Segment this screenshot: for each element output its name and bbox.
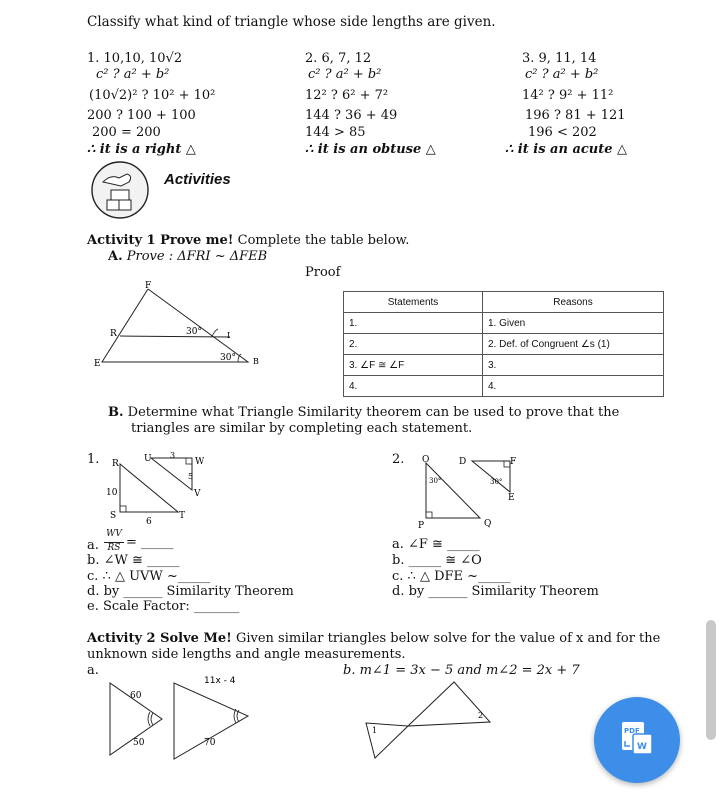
problem2-d-pre[interactable]: d. by ______: [392, 584, 468, 599]
example-sides: 2. 6, 7, 12: [305, 51, 372, 66]
label-o: O: [422, 455, 430, 465]
part-b-text-1: Determine what Triangle Similarity theorem can be used to prove that the: [127, 405, 620, 420]
length-wv: 5: [188, 472, 194, 481]
problem1-item-b[interactable]: b. ∠W ≅ _____: [87, 553, 180, 568]
problem1-item-a-label: a.: [87, 538, 99, 553]
statement-cell[interactable]: 2.: [344, 334, 483, 355]
problem1-item-d: [87, 584, 294, 599]
length-uw: 3: [170, 451, 176, 460]
problem2-item-a[interactable]: a. ∠F ≅ _____: [392, 537, 480, 552]
reason-cell[interactable]: 1. Given: [483, 313, 664, 334]
label-p: P: [418, 521, 425, 531]
side-50: 50: [133, 738, 145, 748]
label-t: T: [179, 511, 186, 521]
label-b: B: [253, 357, 259, 366]
angle-1: 1: [372, 726, 378, 735]
reason-cell[interactable]: 3.: [483, 355, 664, 376]
header-statements: Statements: [344, 292, 483, 313]
label-v: V: [194, 489, 201, 499]
angle-o: 30°: [429, 477, 442, 485]
proof-table: [343, 291, 664, 397]
problem2-item-b[interactable]: b. _____ ≅ ∠O: [392, 553, 482, 568]
reason-cell[interactable]: 2. Def. of Congruent ∠s (1): [483, 334, 664, 355]
example-substitution: (10√2)² ? 10² + 10²: [89, 88, 216, 103]
problem2-d-post: Similarity Theorem: [471, 584, 599, 599]
problem1-figure: [104, 450, 204, 528]
prove-statement: [108, 249, 267, 264]
statement-cell[interactable]: 4.: [344, 376, 483, 397]
example-sides: 3. 9, 11, 14: [522, 51, 597, 66]
pdf-to-word-button[interactable]: [594, 697, 680, 783]
problem2-figure: [412, 448, 522, 532]
word-label: W: [637, 742, 647, 752]
example-step: 144 ? 36 + 49: [305, 108, 398, 123]
activity2-b-label: b. m∠1 = 3x − 5 and m∠2 = 2x + 7: [343, 663, 580, 678]
label-e: E: [94, 359, 101, 369]
example-formula: c² ? a² + b²: [96, 67, 170, 82]
part-b-text-2: triangles are similar by completing each statement.: [131, 421, 473, 436]
problem1-item-c[interactable]: c. ∴ △ UVW ~_____: [87, 569, 211, 584]
example-conclusion: ∴ it is an acute △: [505, 142, 628, 157]
problem1-number: 1.: [87, 452, 100, 467]
problem1-item-a-blank[interactable]: = _____: [126, 535, 174, 550]
example-formula: c² ? a² + b²: [308, 67, 382, 82]
table-row: [344, 313, 664, 334]
example-sides: 1. 10,10, 10√2: [87, 51, 183, 66]
table-row: [344, 334, 664, 355]
header-reasons: Reasons: [483, 292, 664, 313]
proof-label: Proof: [305, 265, 341, 280]
length-rs: 10: [106, 488, 118, 498]
example-substitution: 14² ? 9² + 11²: [522, 88, 614, 103]
label-q: Q: [484, 519, 492, 529]
label-i: I: [227, 331, 231, 340]
side-60: 60: [130, 691, 142, 701]
part-b-label: B.: [108, 405, 124, 420]
activities-icon: [89, 160, 151, 220]
activity1-heading: [87, 233, 409, 248]
activity1-instruction: Complete the table below.: [237, 233, 410, 248]
label-f: F: [145, 281, 152, 291]
example-step: 200 ? 100 + 100: [87, 108, 196, 123]
activity2-figure-b: [360, 672, 510, 772]
problem1-d-pre[interactable]: d. by ______: [87, 584, 163, 599]
example-result: 200 = 200: [92, 125, 161, 140]
label-f: F: [510, 457, 517, 467]
example-result: 196 < 202: [528, 125, 597, 140]
label-r: R: [112, 459, 119, 469]
prove-text: Prove : ΔFRI ~ ΔFEB: [126, 249, 268, 264]
pdf-label: PDF: [624, 727, 640, 735]
table-row: [344, 376, 664, 397]
table-row: [344, 355, 664, 376]
activity2-title: Activity 2 Solve Me!: [87, 631, 232, 646]
angle-label-1: 30°: [186, 327, 202, 337]
angle-label-2: 30°: [220, 353, 236, 363]
part-b-line1: [108, 405, 619, 420]
fraction-denominator: RS: [107, 543, 121, 553]
activity2-text-1: Given similar triangles below solve for the value of x and for the: [235, 631, 661, 646]
problem2-item-d: [392, 584, 599, 599]
example-substitution: 12² ? 6² + 7²: [305, 88, 389, 103]
example-formula: c² ? a² + b²: [525, 67, 599, 82]
activity2-heading: [87, 631, 660, 646]
length-st: 6: [146, 517, 152, 527]
label-d: D: [459, 457, 467, 467]
example-result: 144 > 85: [305, 125, 366, 140]
label-r: R: [110, 329, 117, 339]
scrollbar-thumb[interactable]: [706, 620, 716, 740]
instruction-text: Classify what kind of triangle whose side lengths are given.: [87, 14, 496, 30]
example-conclusion: ∴ it is a right △: [87, 142, 196, 157]
activity2-text-2: unknown side lengths and angle measurements.: [87, 647, 406, 662]
example-step: 196 ? 81 + 121: [525, 108, 626, 123]
table-header-row: [344, 292, 664, 313]
triangle-fri-feb-figure: [90, 280, 270, 375]
angle-e: 30°: [490, 478, 503, 486]
label-u: U: [144, 454, 152, 464]
problem2-item-c[interactable]: c. ∴ △ DFE ~_____: [392, 569, 511, 584]
statement-cell[interactable]: 1.: [344, 313, 483, 334]
label-e: E: [508, 493, 515, 503]
problem2-number: 2.: [392, 452, 405, 467]
reason-cell[interactable]: 4.: [483, 376, 664, 397]
angle-2: 2: [478, 711, 484, 720]
activities-heading: Activities: [164, 171, 231, 188]
activity2-a-label: a.: [87, 663, 99, 678]
side-11x: 11x - 4: [204, 676, 236, 686]
prove-label: A.: [108, 249, 123, 264]
pdf-to-word-icon: [594, 697, 680, 783]
label-s: S: [110, 511, 117, 521]
problem1-item-e[interactable]: e. Scale Factor: _______: [87, 599, 240, 614]
statement-cell[interactable]: 3. ∠F ≅ ∠F: [344, 355, 483, 376]
fraction-numerator: WV: [106, 529, 122, 539]
activity1-title: Activity 1 Prove me!: [87, 233, 234, 248]
side-70: 70: [204, 738, 216, 748]
label-w: W: [195, 457, 204, 467]
problem1-d-post: Similarity Theorem: [166, 584, 294, 599]
activity2-figure-a: [100, 672, 260, 772]
example-conclusion: ∴ it is an obtuse △: [305, 142, 436, 157]
